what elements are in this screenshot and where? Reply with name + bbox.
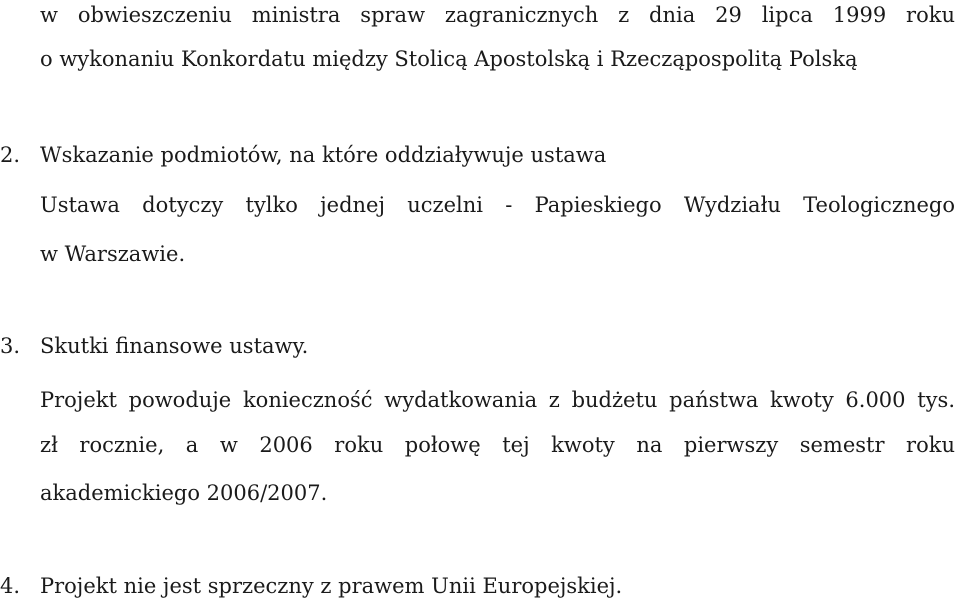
section-3-body-line-1: Projekt powoduje konieczność wydatkowania z budżetu państwa kwoty 6.000 tys. <box>40 388 955 412</box>
section-4-heading-line <box>0 571 959 601</box>
section-3-body-line-2: zł rocznie, a w 2006 roku połowę tej kwoty na pierwszy semestr roku <box>40 433 955 457</box>
section-2-heading-line <box>0 140 959 170</box>
section-2-number: 2. <box>0 143 21 167</box>
intro-line-2: o wykonaniu Konkordatu między Stolicą Apostolską i Rzecząpospolitą Polską <box>40 47 858 71</box>
section-3-heading: Skutki finansowe ustawy. <box>40 334 309 358</box>
section-4-heading: Projekt nie jest sprzeczny z prawem Unii Europejskiej. <box>40 574 623 598</box>
section-2-body-line-1: Ustawa dotyczy tylko jednej uczelni - Papieskiego Wydziału Teologicznego <box>40 193 955 217</box>
section-2-heading: Wskazanie podmiotów, na które oddziaływuje ustawa <box>40 143 607 167</box>
section-2-body-line-2: w Warszawie. <box>40 242 186 266</box>
intro-line-1: w obwieszczeniu ministra spraw zagranicznych z dnia 29 lipca 1999 roku <box>40 3 955 27</box>
section-4-number: 4. <box>0 574 21 598</box>
section-3-body-line-3: akademickiego 2006/2007. <box>40 481 328 505</box>
section-3-number: 3. <box>0 334 21 358</box>
section-3-heading-line <box>0 331 959 361</box>
